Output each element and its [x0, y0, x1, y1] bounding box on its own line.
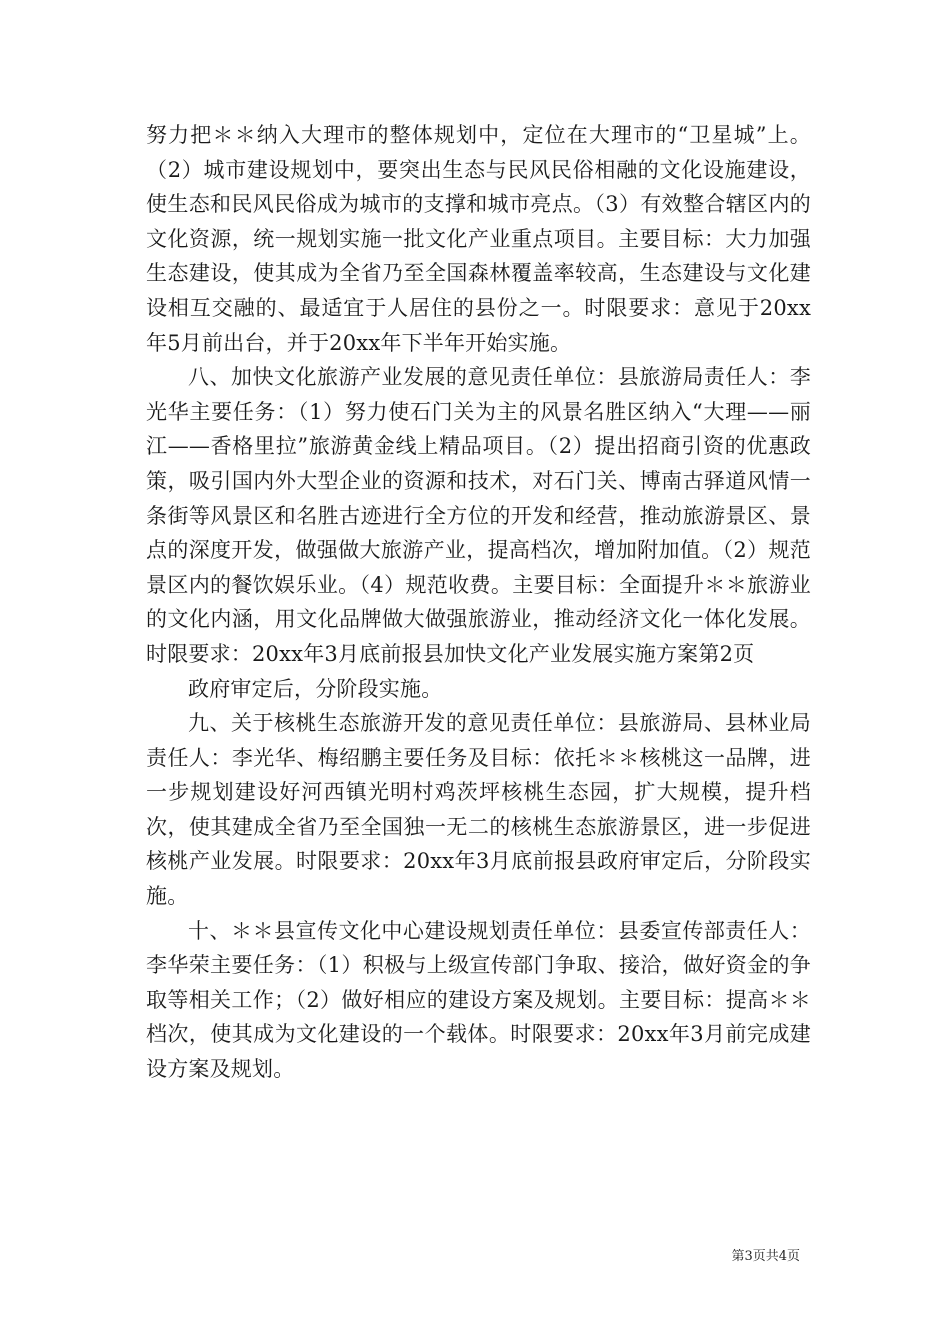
paragraph-section-8-end: 政府审定后，分阶段实施。 — [188, 676, 443, 701]
document-body — [146, 118, 811, 1087]
paragraph-section-8: 八、加快文化旅游产业发展的意见责任单位：县旅游局责任人：李光华主要任务：（1）努力使石门关为主的风景名胜区纳入“大理——丽江——香格里拉”旅游黄金线上精品项目。（2）提出招商引资的优惠政策，吸引国内外大型企业的资源和技术，对石门关、博南古驿道风情一条街等风景区和名胜古迹进行全方位的开发和经营，推动旅游景区、景点的深度开发，做强做大旅游产业，提高档次，增加附加值。（2）规范景区内的餐饮娱乐业。（4）规范收费。主要目标：全面提升＊＊旅游业的文化内涵，用文化品牌做大做强旅游业，推动经济文化一体化发展。时限要求：20xx年3月底前报县加快文化产业发展实施方案第2页 — [146, 365, 811, 666]
paragraph-continuation: 努力把＊＊纳入大理市的整体规划中，定位在大理市的“卫星城”上。（2）城市建设规划中，要突出生态与民风民俗相融的文化设施建设，使生态和民风民俗成为城市的支撑和城市亮点。（3）有效整合辖区内的文化资源，统一规划实施一批文化产业重点项目。主要目标：大力加强生态建设，使其成为全省乃至全国森林覆盖率较高，生态建设与文化建设相互交融的、最适宜于人居住的县份之一。时限要求：意见于20xx年5月前出台，并于20xx年下半年开始实施。 — [146, 123, 811, 355]
paragraph-section-10: 十、＊＊县宣传文化中心建设规划责任单位：县委宣传部责任人：李华荣主要任务：（1）积极与上级宣传部门争取、接洽，做好资金的争取等相关工作；（2）做好相应的建设方案及规划。主要目标：提高＊＊档次，使其成为文化建设的一个载体。时限要求：20xx年3月前完成建设方案及规划。 — [146, 918, 811, 1082]
page-number: 第3页共4页 — [731, 1249, 800, 1264]
paragraph-section-9: 九、关于核桃生态旅游开发的意见责任单位：县旅游局、县林业局责任人：李光华、梅绍鹏主要任务及目标：依托＊＊核桃这一品牌，进一步规划建设好河西镇光明村鸡茨坪核桃生态园，扩大规模，提升档次，使其建成全省乃至全国独一无二的核桃生态旅游景区，进一步促进核桃产业发展。时限要求：20xx年3月底前报县政府审定后，分阶段实施。 — [146, 711, 811, 909]
